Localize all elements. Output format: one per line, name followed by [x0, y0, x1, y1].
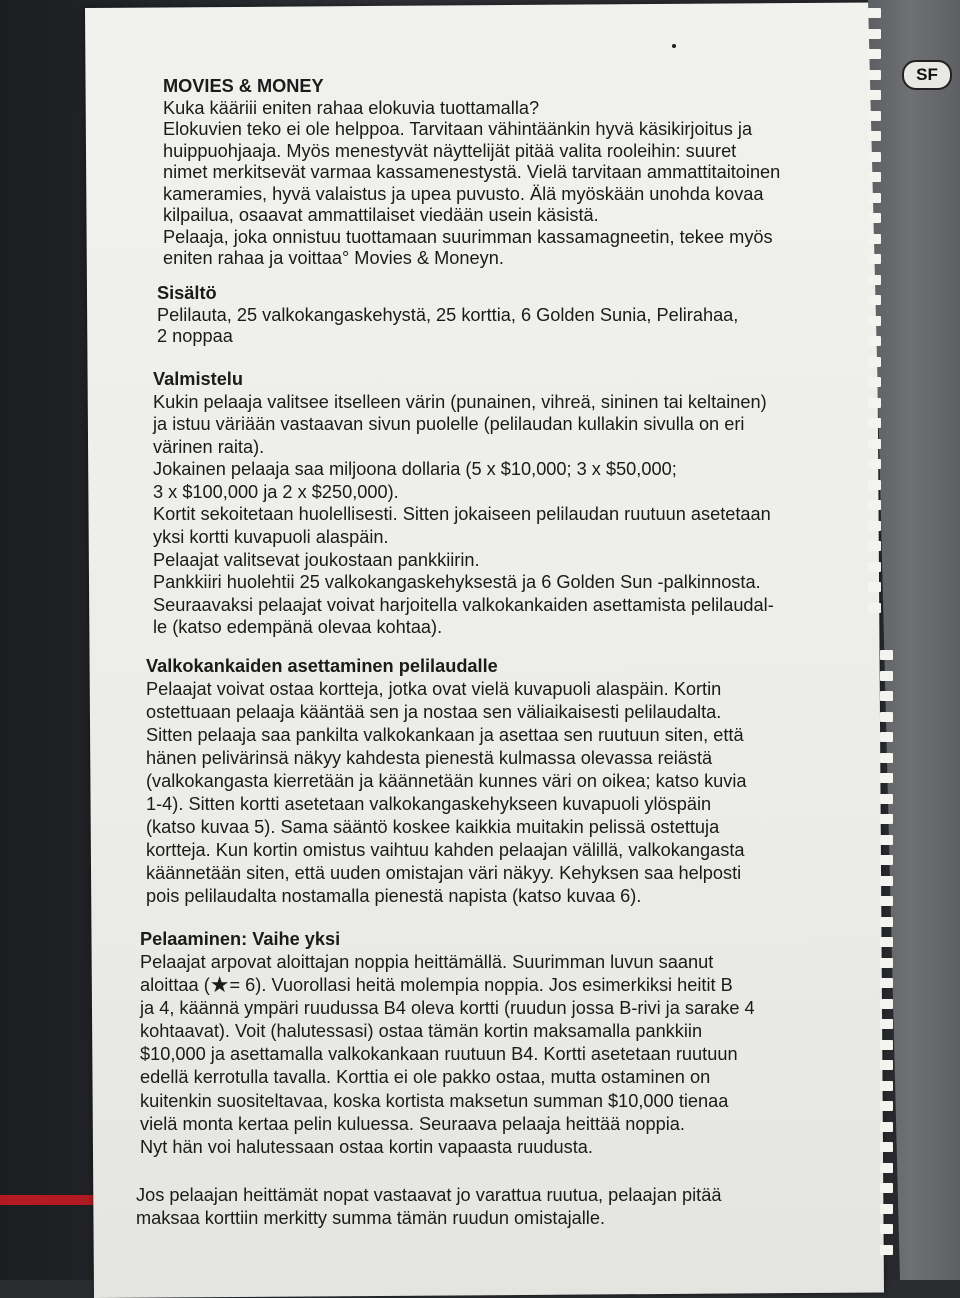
- text-line: Sitten pelaaja saa pankilta valkokankaan ja asettaa sen ruutuun siten, että: [146, 724, 744, 745]
- text-line: hänen pelivärinsä näkyy kahdesta pienestä kulmassa olevassa reiästä: [146, 747, 713, 768]
- text-line: kohtaavat). Voit (halutessasi) ostaa tämän kortin maksamalla pankkiin: [140, 1020, 703, 1041]
- text-line: 3 x $100,000 ja 2 x $250,000).: [153, 481, 399, 502]
- section-screens: [146, 656, 747, 908]
- text-line: ostettuaan pelaaja kääntää sen ja nostaa sen väliaikaisesti pelilaudalta.: [146, 701, 722, 722]
- text-line: eniten rahaa ja voittaa° Movies & Moneyn.: [163, 248, 504, 268]
- text-line: 2 noppaa: [157, 326, 233, 346]
- text-line: vielä monta kertaa pelin kuluessa. Seuraava pelaaja heittää noppia.: [140, 1113, 685, 1134]
- text-line: nimet merkitsevät varmaa kassamenestystä. Vielä tarvitaan ammattitaitoinen: [163, 162, 781, 182]
- text-line: Pelaajat arpovat aloittajan noppia heittämällä. Suurimman luvun saanut: [140, 951, 714, 972]
- section-phase-one: [140, 929, 755, 1160]
- text-line: [140, 971, 755, 997]
- section-setup: [153, 369, 774, 639]
- text-line: (valkokangasta kierretään ja käännetään kunnes väri on oikea; katso kuvia: [146, 770, 747, 791]
- text-line: kilpailua, osaavat ammattilaiset viedään usein käsistä.: [163, 205, 599, 225]
- text-line: Jokainen pelaaja saa miljoona dollaria (5 x $10,000; 3 x $50,000;: [153, 459, 677, 480]
- language-badge: SF: [902, 60, 952, 90]
- text-line: Pelaajat valitsevat joukostaan pankkiirin.: [153, 549, 480, 570]
- text-line: ja istuu väriään vastaavan sivun puolelle (pelilaudan kullakin sivulla on eri: [153, 414, 745, 435]
- text-line: Pelaaja, joka onnistuu tuottamaan suurimman kassamagneetin, tekee myös: [163, 226, 773, 247]
- text-line: kortteja. Kun kortin omistus vaihtuu kahden pelaajan välillä, valkokangasta: [146, 839, 745, 860]
- text-fragment: = 6). Vuorollasi heitä molempia noppia. Jos esimerkiksi heitit B: [229, 974, 733, 995]
- text-line: Pelaajat voivat ostaa kortteja, jotka ovat vielä kuvapuoli alaspäin. Kortin: [146, 678, 722, 699]
- section-occupied: [136, 1184, 721, 1230]
- text-line: maksaa korttiin merkitty summa tämän ruudun omistajalle.: [136, 1208, 606, 1228]
- text-line: Pelilauta, 25 valkokangaskehystä, 25 korttia, 6 Golden Sunia, Pelirahaa,: [157, 304, 739, 325]
- text-line: le (katso edempänä olevaa kohtaa).: [153, 617, 443, 638]
- text-line: värinen raita).: [153, 436, 265, 457]
- section-heading: MOVIES & MONEY: [163, 76, 324, 96]
- text-line: 1-4). Sitten kortti asetetaan valkokangaskehykseen kuvapuoli ylöspäin: [146, 793, 712, 814]
- section-heading: Valkokankaiden asettaminen pelilaudalle: [146, 656, 498, 676]
- text-line: Elokuvien teko ei ole helppoa. Tarvitaan vähintäänkin hyvä käsikirjoitus ja: [163, 119, 753, 139]
- text-line: edellä kerrotulla tavalla. Korttia ei ole pakko ostaa, mutta ostaminen on: [140, 1067, 711, 1088]
- text-line: käännetään siten, että uuden omistajan väri näkyy. Kehyksen saa helposti: [146, 862, 742, 883]
- section-heading: Valmistelu: [153, 369, 243, 389]
- text-fragment: aloittaa (: [140, 974, 210, 995]
- text-line: ja 4, käännä ympäri ruudussa B4 oleva kortti (ruudun jossa B-rivi ja sarake 4: [140, 997, 755, 1018]
- section-heading: Sisältö: [157, 283, 217, 303]
- text-line: Jos pelaajan heittämät nopat vastaavat jo varattua ruutua, pelaajan pitää: [136, 1185, 722, 1205]
- stray-mark: [672, 44, 676, 48]
- section-heading: Pelaaminen: Vaihe yksi: [140, 929, 341, 949]
- text-line: Kortit sekoitetaan huolellisesti. Sitten jokaiseen pelilaudan ruutuun asetetaan: [153, 504, 771, 525]
- text-line: Kuka kääriii eniten rahaa elokuvia tuottamalla?: [163, 97, 540, 118]
- text-line: yksi kortti kuvapuoli alaspäin.: [153, 527, 389, 548]
- text-line: Pankkiiri huolehtii 25 valkokangaskehyksestä ja 6 Golden Sun -palkinnosta.: [153, 572, 761, 593]
- text-line: Nyt hän voi halutessaan ostaa kortin vapaasta ruudusta.: [140, 1137, 593, 1158]
- section-intro: [163, 76, 780, 270]
- text-line: pois pelilaudalta nostamalla pienestä napista (katso kuvaa 6).: [146, 885, 642, 906]
- text-line: $10,000 ja asettamalla valkokankaan ruutuun B4. Kortti asetetaan ruutuun: [140, 1044, 738, 1065]
- text-line: kuitenkin suositeltavaa, koska kortista maksetun summan $10,000 tienaa: [140, 1090, 729, 1111]
- text-line: Seuraavaksi pelaajat voivat harjoitella valkokankaiden asettamista pelilaudal-: [153, 594, 774, 615]
- text-line: kameramies, hyvä valaistus ja upea puvusto. Älä myöskään unohda kovaa: [163, 183, 764, 204]
- text-line: huippuohjaaja. Myös menestyvät näyttelijät pitää valita rooleihin: suuret: [163, 140, 737, 161]
- star-icon: ★: [209, 971, 230, 997]
- text-line: Kukin pelaaja valitsee itselleen värin (punainen, vihreä, sininen tai keltainen): [153, 391, 767, 412]
- text-line: (katso kuvaa 5). Sama sääntö koskee kaikkia muitakin pelissä ostettuja: [146, 816, 720, 837]
- section-contents: [157, 283, 738, 348]
